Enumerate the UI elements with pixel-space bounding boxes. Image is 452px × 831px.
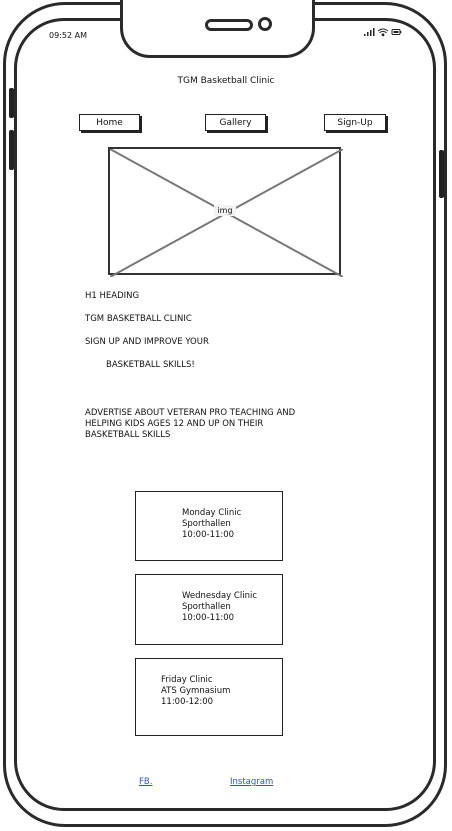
schedule-day: Wednesday Clinic [182, 591, 257, 601]
schedule-card-friday-text [161, 675, 230, 708]
advert-line-2: HELPING KIDS AGES 12 AND UP ON THEIR [85, 419, 264, 429]
hero-image-label: img [214, 205, 236, 216]
schedule-venue: ATS Gymnasium [161, 686, 231, 696]
tagline-line-2: BASKETBALL SKILLS! [106, 360, 195, 370]
signal-wifi-battery-icons [364, 27, 402, 37]
h1-heading: H1 HEADING [85, 291, 140, 301]
battery-icon [392, 30, 401, 35]
phone-side-button-right [439, 150, 444, 198]
nav-home-button[interactable] [79, 114, 140, 131]
schedule-day: Friday Clinic [161, 675, 213, 685]
advert-text [85, 408, 295, 441]
schedule-card-monday-text [182, 508, 241, 541]
nav-signup-label: Sign-Up [337, 117, 373, 128]
nav-signup-button[interactable] [324, 114, 386, 131]
schedule-day: Monday Clinic [182, 508, 242, 518]
nav-gallery-button[interactable] [205, 114, 266, 131]
advert-line-1: ADVERTISE ABOUT VETERAN PRO TEACHING AND [85, 408, 296, 418]
schedule-time: 10:00-11:00 [182, 530, 235, 540]
schedule-venue: Sporthallen [182, 519, 231, 529]
speaker-icon [205, 19, 253, 31]
phone-side-button-left-2 [9, 130, 14, 170]
status-icons [364, 27, 402, 40]
tagline-line-1: SIGN UP AND IMPROVE YOUR [85, 337, 209, 347]
app-title: TGM Basketball Clinic [177, 76, 275, 86]
advert-line-3: BASKETBALL SKILLS [85, 430, 171, 440]
phone-side-button-left [9, 88, 14, 118]
camera-icon [258, 17, 272, 31]
footer-fb-link[interactable]: FB. [139, 777, 153, 787]
nav-home-label: Home [96, 117, 123, 128]
signal-icon [364, 28, 375, 36]
wifi-icon [378, 29, 388, 36]
schedule-venue: Sporthallen [182, 602, 231, 612]
footer-instagram-link[interactable]: Instagram [230, 777, 274, 787]
status-time: 09:52 AM [49, 31, 87, 40]
clinic-name: TGM BASKETBALL CLINIC [85, 314, 192, 324]
schedule-time: 10:00-11:00 [182, 613, 235, 623]
schedule-time: 11:00-12:00 [161, 697, 214, 707]
schedule-card-wednesday-text [182, 591, 257, 624]
nav-gallery-label: Gallery [219, 117, 252, 128]
